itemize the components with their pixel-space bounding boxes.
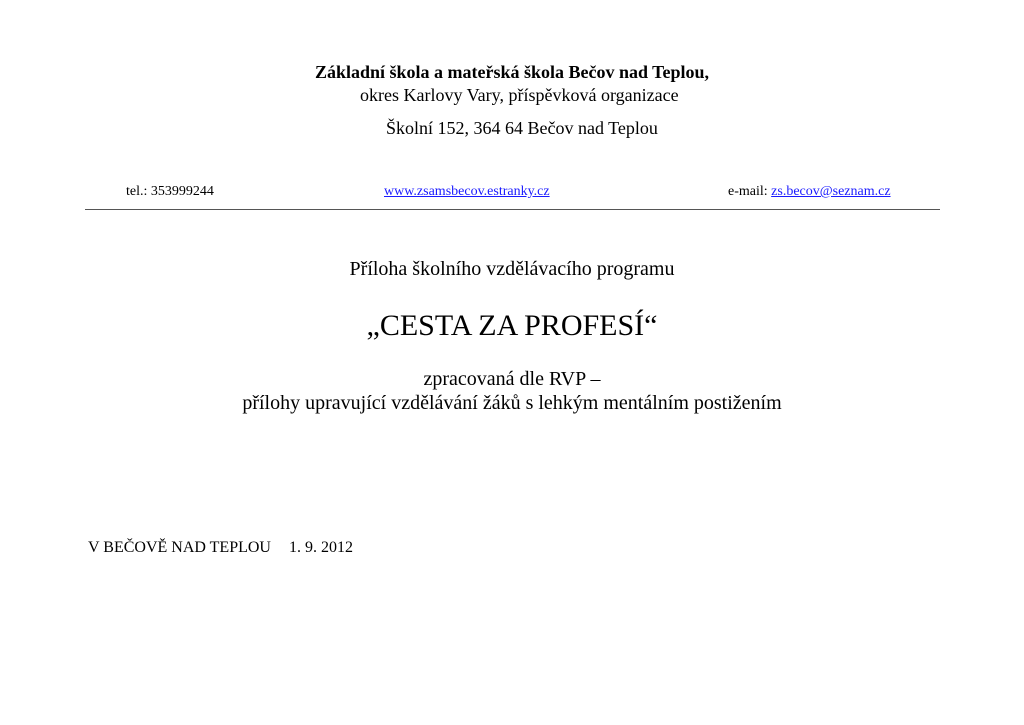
place: V BEČOVĚ NAD TEPLOU xyxy=(88,539,271,556)
phone-number: tel.: 353999244 xyxy=(126,184,214,199)
school-address: Školní 152, 364 64 Bečov nad Teplou xyxy=(386,118,658,138)
date: 1. 9. 2012 xyxy=(288,539,353,556)
school-name: Základní škola a mateřská škola Bečov nad Teplou, xyxy=(314,62,710,82)
header-divider xyxy=(85,209,940,210)
place-date xyxy=(88,537,353,559)
basis-line-1: zpracovaná dle RVP – xyxy=(423,368,601,390)
basis-line-2: přílohy upravující vzdělávání žáků s lehkým mentálním postižením xyxy=(242,392,782,414)
email-container xyxy=(728,183,891,201)
website-link-container xyxy=(384,183,550,201)
school-district: okres Karlovy Vary, příspěvková organizace xyxy=(360,85,679,105)
email-label: e-mail: xyxy=(728,184,772,199)
program-title: „CESTA ZA PROFESÍ“ xyxy=(366,309,658,342)
website-link[interactable]: www.zsamsbecov.estranky.cz xyxy=(384,184,550,199)
email-link[interactable]: zs.becov@seznam.cz xyxy=(771,184,891,199)
annex-title: Příloha školního vzdělávacího programu xyxy=(349,258,675,280)
